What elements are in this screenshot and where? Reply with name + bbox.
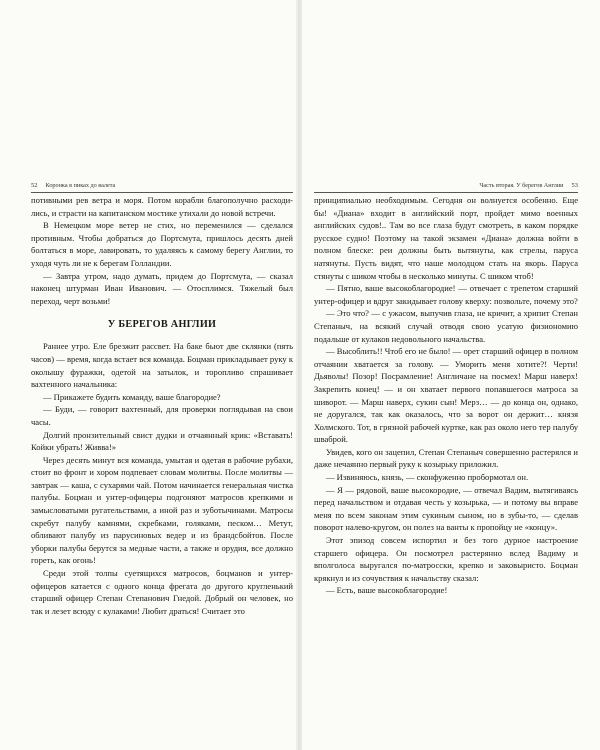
paragraph: — Буди, — говорит вахтенный, для проверки поглядывая на свои часы.	[31, 404, 293, 427]
left-page-number: 52	[31, 182, 38, 189]
left-body-text	[31, 194, 293, 617]
paragraph: — Пятно, ваше высокоблагородие! — отвечает с трепетом старший унтер-офицер и вдруг закидывает голову кверху: позвольте, почему это?	[314, 283, 578, 306]
paragraph: В Немецком море ветер не стих, но переменился — сделался противным. Чтобы добраться до Портсмута, пришлось десять дней болтаться в море, лавировать, то удаляясь к самому берегу Англии, то уходя чуть ли не к берегам Голландии.	[31, 220, 293, 268]
paragraph: Долгий пронзительный свист дудки и отчаянный крик: «Вставать! Койки убрать! Живва!»	[31, 429, 293, 453]
paragraph: потивными рев ветра и моря. Потом корабли благополучно расходи-лись, и страсти на капитанском мостике утихали до новой встречи.	[31, 195, 293, 218]
paragraph: принципиально необходимым. Сегодня он волнуется особенно. Еще бы! «Диана» входит в английский порт, пройдет мимо военных английских судов!.. Там во все глаза будут смотреть, в каком порядке русское судно! Поэтому на такой экзамен «Диана» должна войти в полном блеске: реи должны быть вытянуты, как стрелы, паруса натянуты. Пусть видят, что наше молодцом стать на якорь. Паруса стянуты с шиком чтобы в несколько минуты. С шиком чтоб!	[314, 195, 578, 281]
right-running-title: Часть вторая. У берегов Англии	[479, 182, 564, 189]
paragraph: Среди этой толпы суетящихся матросов, боцманов и унтер-офицеров катается с одного конца фрегата до другого кругленький старший офицер Степан Степанович Гнедой. Добрый он человек, но так и лезет всюду с кулаками! Любит драться! Считает это	[31, 568, 293, 616]
paragraph: Через десять минут вся команда, умытая и одетая в рабочие рубахи, стоит во фронт и хором подпевает словам молитвы. После молитвы — завтрак — каша, с сухарями чай. Потом начинается генеральная чистка палубы. Боцман и унтер-офицеры подгоняют матросов крепкими и замысловатыми ругательствами, а иной раз и зуботычинами. Матросы скребут палубу камнями, скребками, голяками, песком… Метут, обливают палубу из парусиновых ведер и из брандсбойтов. После уборки палубы берутся за медные части, а также и орудия, все должно гореть, как огонь!	[31, 454, 293, 566]
chapter-heading: У БЕРЕГОВ АНГЛИИ	[107, 319, 217, 331]
right-page-number: 53	[571, 182, 578, 189]
paragraph: — Прикажете будить команду, ваше благородие?	[43, 391, 221, 402]
left-running-head	[31, 180, 293, 193]
paragraph: — Есть, ваше высокоблагородие!	[326, 585, 448, 596]
paragraph: Увидев, кого он зацепил, Степан Степаныч совершенно растерялся и даже нечаянно первый руку к козырьку приложил.	[314, 446, 578, 470]
right-running-head	[314, 180, 578, 193]
paragraph: Раннее утро. Еле брезжит рассвет. На баке бьют две склянки (пять часов) — время, когда встает вся команда. Боцман прикладывает руку к околышу фуражки, одетой на затылок, и торопливо спрашивает вахтенного начальника:	[31, 341, 293, 390]
right-page	[302, 0, 600, 750]
left-page	[0, 0, 298, 750]
paragraph: — Завтра утром, надо думать, придем до Портсмута, — сказал наконец штурман Иван Иванович. — Отосплимся. Тяжелый был переход, черт возьми!	[31, 270, 293, 306]
paragraph: — Я — рядовой, ваше высокородие, — отвечал Вадим, вытягиваясь перед начальством и отдавая честь у козырька, — и потому вы вправе меня по всем законам этим сукиным сыном, но в зубы-то, — сделав поворот налево-кругом, он полез на ванты к пропойцу не «концу».	[314, 484, 578, 533]
left-running-title: Коронка в пиках до валета	[45, 182, 116, 189]
paragraph: — Это что? — с ужасом, выпучив глаза, не кричит, а хрипит Степан Степаныч, на всякий случай отводя свою усатую физиономию подальше от кулаков недовольного начальства.	[314, 308, 578, 344]
paragraph: — Извиняюсь, князь, — сконфуженно пробормотал он.	[326, 472, 529, 483]
paragraph: — Высоблить!! Чтоб его не было! — орет старший офицер в полном отчаянии хватается за голову. — Уморить меня хотите?! Черти! Дьяволы! Позор! Посрамление! Англичане на посмех! Марш наверх! Закрепить конец! — и он хватает первого попавшегося матроса за шиворот. — Марш наверх, сукин сын! Мерз… — до конца он, однако, не доругался, так как оказалось, что за ворот он держит… князя Холмского. Тот, в грязной рабочей куртке, как раз около него тер палубу шваброй.	[314, 346, 578, 445]
right-body-text	[314, 194, 578, 597]
paragraph: Этот эпизод совсем испортил и без того дурное настроение старшего офицера. Он посмотрел растерянно вслед Вадиму и вполголоса выругался по-матросски, крепко и заковыристо. Боцман крякнул и из сочувствия к начальству сказал:	[314, 535, 578, 583]
